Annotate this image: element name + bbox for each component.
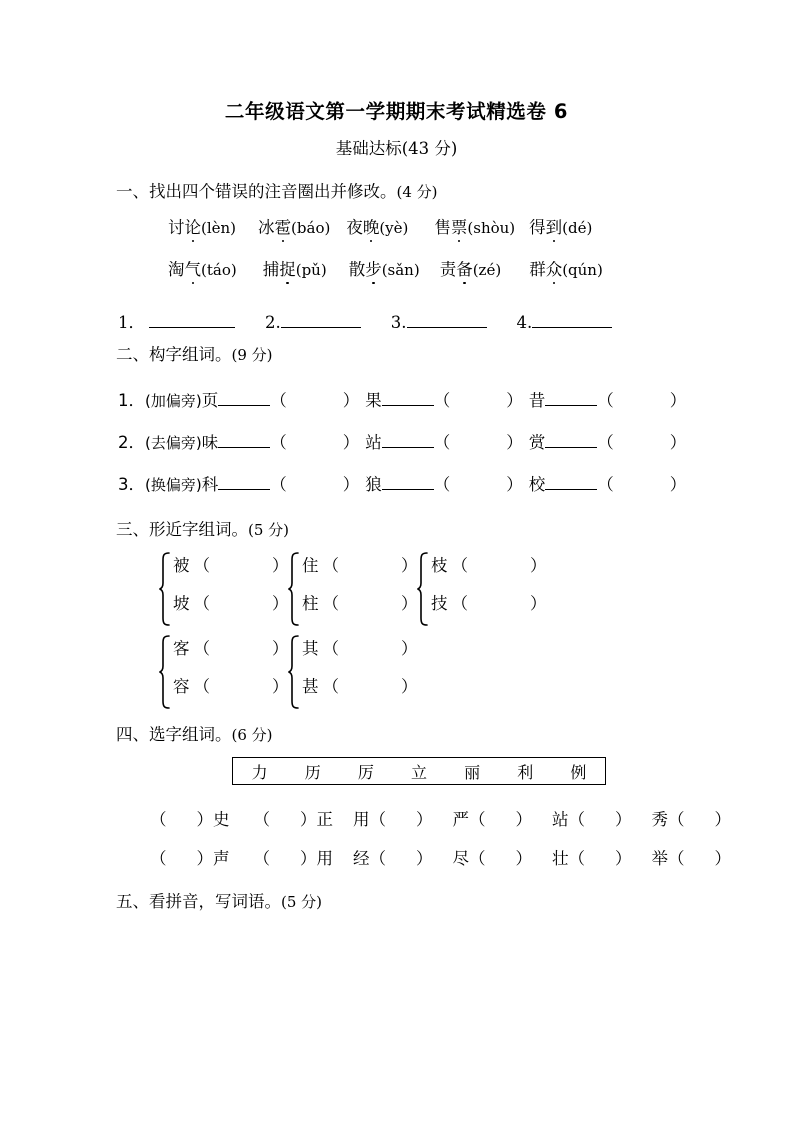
word-char-marked: 备	[456, 256, 473, 280]
word-char: 冰	[258, 218, 275, 237]
paren-open: （	[193, 594, 210, 613]
paren-close: ）	[401, 556, 418, 575]
section-3-char: 技	[431, 594, 448, 613]
section-2-base-char: 果	[365, 391, 382, 410]
section-3-line	[302, 635, 418, 659]
section-4-item	[353, 845, 433, 869]
section-4-item	[453, 845, 533, 869]
section-3-title: 三、形近字组词。	[116, 520, 248, 539]
paren-close: ）	[342, 475, 360, 494]
paren-open: （	[322, 639, 339, 658]
section-2-cells	[202, 387, 687, 411]
paren-close: ）	[714, 849, 731, 868]
paren-close: ）	[506, 475, 523, 494]
section-2-cells	[202, 429, 687, 453]
paren-open: （	[433, 433, 451, 452]
section-2-cell	[202, 387, 360, 411]
answer-blank-line[interactable]	[532, 312, 612, 328]
paren-open: （	[322, 677, 339, 696]
paren-close: ）	[615, 810, 632, 829]
section-2-cell	[365, 429, 523, 453]
section-2-base-char: 页	[201, 391, 219, 410]
paren-open: （	[270, 391, 287, 410]
paren-close: ）	[530, 556, 547, 575]
section-4-item	[150, 845, 230, 869]
section-2-row-tag: (换偏旁)	[145, 476, 202, 494]
section-3-char: 被	[173, 556, 190, 575]
paren-close: ）	[272, 639, 289, 658]
section-1-word	[263, 256, 327, 280]
section-1-word	[349, 256, 420, 280]
paren-open: （	[433, 475, 451, 494]
paren-close: ）	[615, 849, 632, 868]
section-2-cell	[365, 387, 523, 411]
answer-blank-label: 3.	[390, 313, 407, 332]
word-char-marked: 票	[451, 214, 468, 238]
paren-open: （	[322, 556, 339, 575]
word-pinyin: (shòu)	[467, 219, 516, 237]
section-3-char: 客	[173, 639, 190, 658]
section-2-base-char: 昔	[528, 391, 546, 410]
section-4-box-char-4: 立	[410, 762, 427, 782]
answer-blank-item	[391, 312, 487, 332]
word-char: 夜	[346, 218, 363, 237]
page-subtitle: 基础达标(43 分)	[335, 139, 458, 158]
section-4-box-char-7: 例	[570, 762, 587, 782]
paren-close: ）	[669, 433, 687, 452]
paren-open: （	[270, 433, 287, 452]
paren-close: ）	[530, 594, 547, 613]
section-2-cell	[365, 471, 523, 495]
answer-blank-label: 4.	[516, 313, 533, 332]
section-4-item	[652, 845, 732, 869]
section-4-row-2	[150, 845, 731, 869]
paren-open: （	[193, 639, 210, 658]
answer-blank-item	[517, 312, 613, 332]
word-char: 散	[348, 260, 366, 279]
section-4-char: 正	[316, 810, 333, 829]
word-char-marked: 雹	[275, 214, 292, 238]
word-char: 群	[529, 260, 546, 279]
section-4-item	[552, 806, 632, 830]
paren-close: ）	[714, 810, 731, 829]
word-char: 得	[529, 218, 546, 237]
paren-open: （	[322, 594, 339, 613]
brace-icon	[287, 551, 300, 627]
section-2-points: (9 分)	[231, 346, 273, 364]
paren-close: ）	[196, 849, 213, 868]
section-2-base-char: 科	[201, 475, 219, 494]
section-4-char: 声	[213, 849, 230, 868]
section-4-char: 严	[452, 810, 469, 829]
section-2-write-blank[interactable]	[545, 474, 597, 490]
paren-close: ）	[416, 810, 433, 829]
page-title: 二年级语文第一学期期末考试精选卷 6	[224, 100, 569, 123]
section-2-write-blank[interactable]	[545, 432, 597, 448]
section-4-char: 壮	[552, 849, 569, 868]
paren-close: ）	[272, 677, 289, 696]
paren-open: （	[568, 810, 585, 829]
word-char: 捕	[262, 260, 280, 279]
paren-close: ）	[300, 849, 317, 868]
paren-close: ）	[669, 475, 687, 494]
paren-open: （	[150, 849, 167, 868]
section-3-char: 容	[173, 677, 190, 696]
section-4-char: 站	[552, 810, 569, 829]
paren-open: （	[150, 810, 167, 829]
section-4-char: 经	[353, 849, 370, 868]
answer-blank-item	[118, 309, 235, 333]
section-3-char: 枝	[431, 556, 448, 575]
word-char-marked: 论	[185, 214, 202, 238]
word-pinyin: (pǔ)	[295, 261, 327, 279]
word-char-marked: 步	[365, 256, 382, 280]
section-4-char: 用	[353, 810, 370, 829]
section-1-points: (4 分)	[396, 183, 438, 201]
section-2-row-tag: (加偏旁)	[145, 392, 202, 410]
section-4-char: 尽	[452, 849, 469, 868]
section-5-title: 五、看拼音，写词语。	[116, 892, 281, 911]
section-2-cell	[202, 471, 360, 495]
section-2-base-char: 校	[528, 475, 546, 494]
section-1-heading	[116, 178, 438, 202]
paren-open: （	[253, 849, 270, 868]
paren-open: （	[597, 433, 614, 452]
section-4-char: 用	[316, 849, 333, 868]
answer-blank-item	[265, 312, 361, 332]
section-4-char: 史	[213, 810, 230, 829]
section-4-char: 秀	[651, 810, 668, 829]
section-2-base-char: 狼	[365, 475, 382, 494]
word-char-marked: 晚	[363, 214, 380, 238]
paren-open: （	[597, 391, 614, 410]
word-pinyin: (lèn)	[201, 219, 237, 237]
section-1-word-row-2	[168, 256, 603, 280]
section-2-write-blank[interactable]	[382, 432, 434, 448]
paren-open: （	[451, 556, 468, 575]
word-pinyin: (dé)	[562, 219, 593, 237]
section-2-base-char: 味	[201, 433, 219, 452]
section-3-line	[302, 673, 418, 697]
section-2-write-blank[interactable]	[545, 390, 597, 406]
section-2-cell	[529, 387, 687, 411]
section-1-word-row-1	[168, 214, 592, 238]
paren-open: （	[568, 849, 585, 868]
word-pinyin: (táo)	[201, 261, 237, 279]
section-2-cell	[529, 429, 687, 453]
section-2-row-number: 2．	[118, 433, 145, 452]
word-char: 淘	[168, 260, 185, 279]
section-1-word	[346, 214, 408, 238]
paren-open: （	[469, 849, 486, 868]
section-3-group-r1-3	[416, 551, 591, 627]
section-2-write-blank[interactable]	[382, 474, 434, 490]
section-1-title: 一、找出四个错误的注音圈出并修改。	[116, 182, 397, 201]
section-3-line	[431, 552, 547, 576]
section-4-box-char-3: 厉	[357, 762, 374, 782]
paren-open: （	[270, 475, 287, 494]
paren-close: ）	[196, 810, 213, 829]
brace-icon	[287, 634, 300, 710]
paren-close: ）	[401, 594, 418, 613]
paren-open: （	[253, 810, 270, 829]
paren-close: ）	[515, 810, 532, 829]
word-pinyin: (qún)	[562, 261, 603, 279]
answer-blank-line[interactable]	[281, 312, 361, 328]
word-char: 售	[434, 218, 451, 237]
section-4-item	[150, 806, 230, 830]
section-2-row-1	[118, 387, 686, 411]
section-2-row-3	[118, 471, 686, 495]
section-4-box-char-1: 力	[251, 762, 268, 782]
section-3-line	[173, 673, 289, 697]
section-3-char: 其	[302, 639, 319, 658]
section-3-line	[302, 552, 418, 576]
paren-close: ）	[506, 433, 523, 452]
answer-blank-line[interactable]	[407, 312, 487, 328]
paren-open: （	[668, 849, 685, 868]
section-2-base-char: 站	[365, 433, 382, 452]
word-char: 责	[439, 260, 457, 279]
paren-close: ）	[300, 810, 317, 829]
section-4-title: 四、选字组词。	[116, 725, 232, 744]
word-pinyin: (sǎn)	[381, 261, 420, 279]
section-3-line	[431, 590, 547, 614]
section-4-character-box	[232, 757, 606, 785]
word-char-marked: 气	[185, 256, 202, 280]
section-2-write-blank[interactable]	[218, 390, 270, 406]
section-3-char: 住	[302, 556, 319, 575]
section-4-box-char-2: 历	[304, 762, 321, 782]
word-pinyin: (báo)	[291, 219, 331, 237]
paren-close: ）	[342, 391, 360, 410]
section-1-word	[529, 256, 603, 280]
word-char-marked: 捉	[279, 256, 296, 280]
section-2-write-blank[interactable]	[382, 390, 434, 406]
section-2-write-blank[interactable]	[218, 432, 270, 448]
section-3-char: 甚	[302, 677, 319, 696]
paren-open: （	[469, 810, 486, 829]
paren-open: （	[369, 849, 386, 868]
section-3-line	[173, 635, 289, 659]
section-2-heading	[116, 341, 273, 365]
section-1-answer-row	[118, 309, 612, 333]
section-2-write-blank[interactable]	[218, 474, 270, 490]
word-char-marked: 到	[546, 214, 563, 238]
answer-blank-label: 2.	[265, 313, 281, 332]
paren-close: ）	[272, 594, 289, 613]
section-3-line	[173, 552, 289, 576]
brace-icon	[158, 551, 171, 627]
paren-open: （	[451, 594, 468, 613]
section-3-points: (5 分)	[248, 521, 290, 539]
section-4-heading	[116, 721, 273, 745]
paren-close: ）	[416, 849, 433, 868]
section-4-item	[254, 806, 334, 830]
section-1-word	[168, 214, 236, 238]
section-4-item	[453, 806, 533, 830]
section-1-word	[258, 214, 330, 238]
section-2-row-number: 1．	[118, 391, 145, 410]
section-4-box-char-5: 丽	[464, 762, 481, 782]
word-char: 讨	[168, 218, 185, 237]
section-4-points: (6 分)	[231, 726, 273, 744]
section-1-word	[434, 214, 515, 238]
paren-close: ）	[272, 556, 289, 575]
section-3-char: 柱	[302, 594, 319, 613]
paren-open: （	[193, 677, 210, 696]
word-char-marked: 众	[546, 256, 563, 280]
paren-close: ）	[342, 433, 360, 452]
section-4-item	[552, 845, 632, 869]
section-3-heading	[116, 516, 289, 540]
paren-close: ）	[669, 391, 687, 410]
section-1-word	[529, 214, 592, 238]
section-3-group-r2-2	[287, 634, 462, 710]
section-1-word	[168, 256, 237, 280]
answer-blank-label: 1．	[118, 313, 145, 332]
section-4-item	[254, 845, 334, 869]
word-pinyin: (yè)	[379, 219, 409, 237]
paren-close: ）	[506, 391, 523, 410]
section-4-item	[353, 806, 433, 830]
section-2-cell	[529, 471, 687, 495]
section-2-title: 二、构字组词。	[116, 345, 232, 364]
section-3-char: 坡	[173, 594, 190, 613]
section-2-row-2	[118, 429, 686, 453]
section-4-char: 举	[651, 849, 668, 868]
section-1-word	[440, 256, 501, 280]
section-4-item	[652, 806, 732, 830]
paren-open: （	[668, 810, 685, 829]
brace-icon	[416, 551, 429, 627]
paren-open: （	[193, 556, 210, 575]
section-4-row-1	[150, 806, 731, 830]
section-5-heading	[116, 888, 322, 912]
brace-icon	[158, 634, 171, 710]
section-2-cell	[202, 429, 360, 453]
paren-open: （	[369, 810, 386, 829]
paren-open: （	[433, 391, 451, 410]
word-pinyin: (zé)	[472, 261, 502, 279]
section-2-row-number: 3．	[118, 475, 145, 494]
answer-blank-line[interactable]	[149, 312, 235, 328]
section-2-base-char: 赏	[528, 433, 546, 452]
section-2-row-tag: (去偏旁)	[145, 434, 202, 452]
section-3-line	[173, 590, 289, 614]
paren-close: ）	[401, 677, 418, 696]
paren-close: ）	[515, 849, 532, 868]
paren-open: （	[597, 475, 614, 494]
section-2-cells	[202, 471, 687, 495]
section-5-points: (5 分)	[281, 893, 323, 911]
paren-close: ）	[401, 639, 418, 658]
section-4-box-char-6: 利	[517, 762, 534, 782]
section-3-line	[302, 590, 418, 614]
